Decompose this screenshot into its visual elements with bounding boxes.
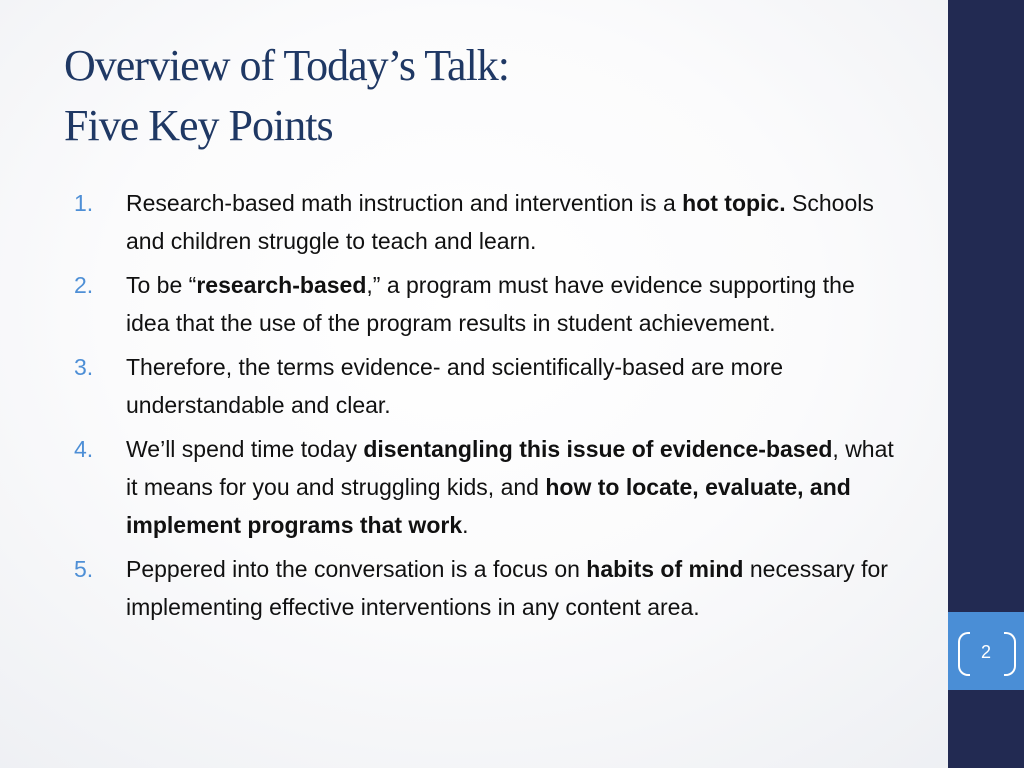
key-point-text: necessary for implementing effective interventions in any content area.	[126, 556, 888, 620]
key-point-number: 1.	[74, 190, 94, 216]
key-point-text: Schools and children struggle to teach and learn.	[126, 190, 874, 254]
key-point-text: To be “	[126, 272, 197, 298]
key-point-emphasis: research-based	[196, 272, 367, 298]
key-point-item	[74, 348, 904, 424]
key-point-text: Research-based math instruction and intervention is a	[126, 190, 683, 216]
key-point-text: ,” a program must have evidence supporting the idea that the use of the program results in student achievement.	[126, 272, 855, 336]
key-point-number: 4.	[74, 436, 94, 462]
title-line-2: Five Key Points	[64, 101, 333, 150]
key-point-number: 5.	[74, 556, 94, 582]
key-points-list	[74, 184, 904, 632]
key-point-emphasis: hot topic.	[682, 190, 786, 216]
key-point-text: Peppered into the conversation is a focus on	[126, 556, 587, 582]
page-number: 2	[980, 642, 991, 662]
key-point-number: 3.	[74, 354, 94, 380]
key-point-emphasis: disentangling this issue of evidence-based	[363, 436, 833, 462]
page-number-box	[948, 612, 1024, 690]
key-point-item	[74, 266, 904, 342]
slide-title	[64, 36, 924, 156]
key-point-text: We’ll spend time today	[126, 436, 364, 462]
key-point-item	[74, 430, 904, 544]
key-point-text: .	[462, 512, 469, 538]
key-point-item	[74, 184, 904, 260]
key-point-text: , what it means for you and struggling kids, and	[126, 436, 894, 500]
key-point-item	[74, 550, 904, 626]
key-point-emphasis: habits of mind	[586, 556, 744, 582]
key-point-emphasis: how to locate, evaluate, and implement programs that work	[126, 474, 851, 538]
key-point-text: Therefore, the terms evidence- and scientifically-based are more understandable and clear.	[126, 354, 784, 418]
key-point-number: 2.	[74, 272, 94, 298]
title-line-1: Overview of Today’s Talk:	[64, 41, 510, 90]
